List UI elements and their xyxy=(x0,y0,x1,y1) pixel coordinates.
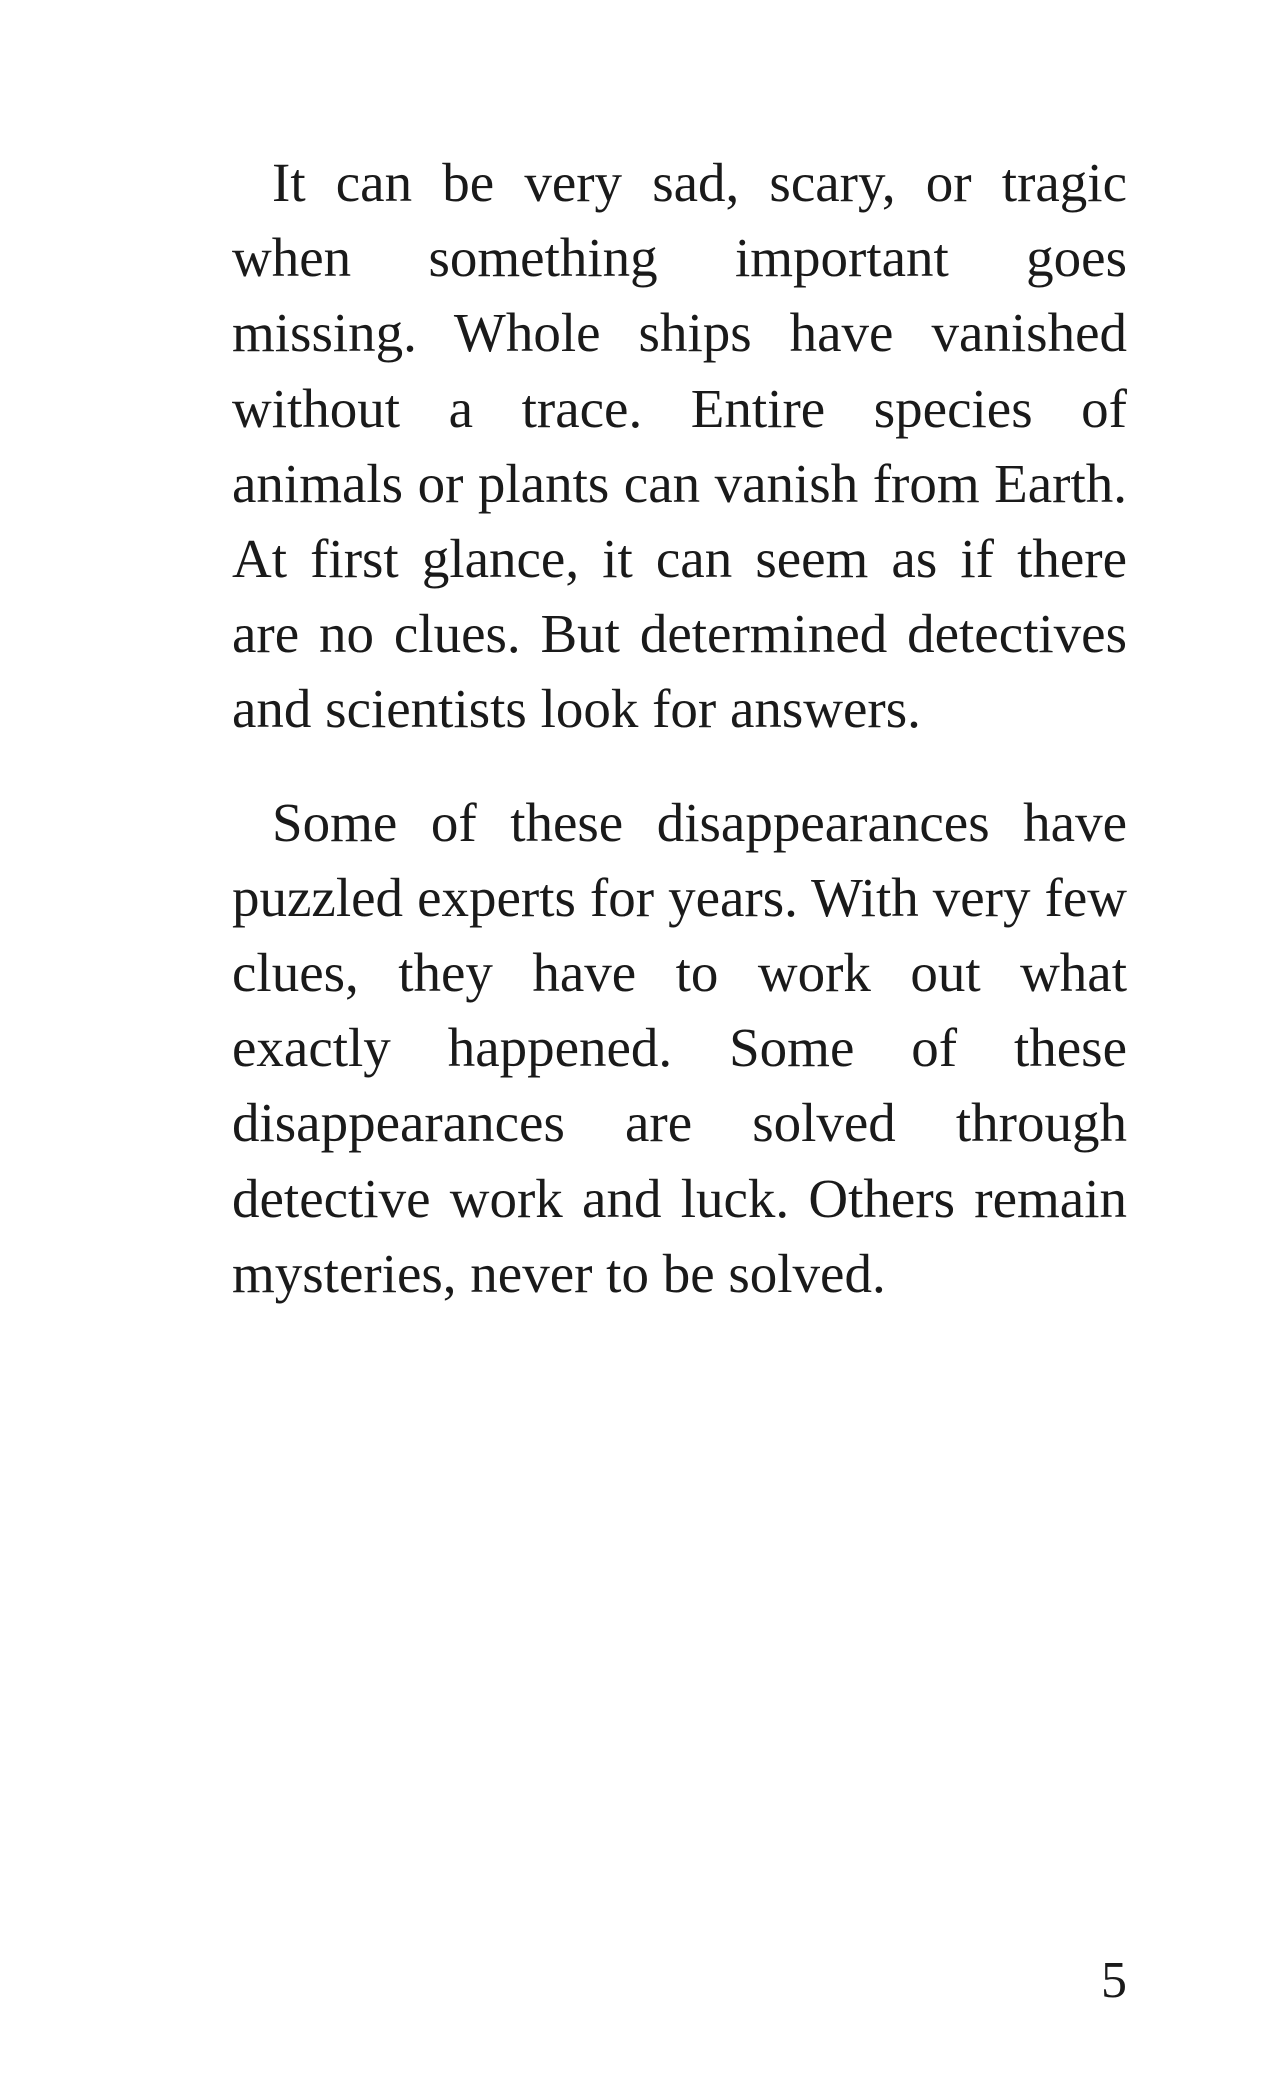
page-number: 5 xyxy=(1101,1952,1127,2009)
body-text xyxy=(232,145,1127,1311)
paragraph-2: Some of these disappearances have puzzled experts for years. With very few clues, they have to work out what exactly happened. Some of these disappearances are solved through detective work and luck. Others remain mysteries, never to be solved. xyxy=(232,791,1127,1304)
paragraph-1: It can be very sad, scary, or tragic when something important goes missing. Whole ships have vanished without a trace. Entire species of animals or plants can vanish from Earth. At first glance, it can seem as if there are no clues. But determined detectives and scientists look for answers. xyxy=(232,152,1127,740)
